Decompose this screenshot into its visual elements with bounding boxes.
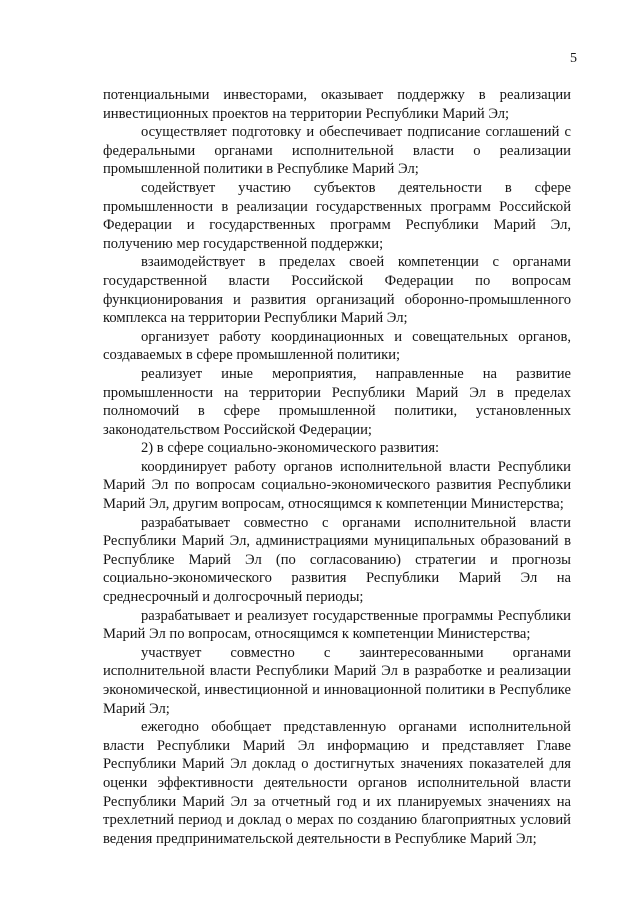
paragraph: разрабатывает и реализует государственные программы Республики Марий Эл по вопросам, относящимся к компетенции Министерства; [103,607,571,643]
paragraph: ежегодно обобщает представленную органами исполнительной власти Республики Марий Эл информацию и представляет Главе Республики Марий Эл доклад о достигнутых значениях показателей для оценки эффективности деятельности органов исполнительной власти Республики Марий Эл за отчетный год и их планируемых значениях на трехлетний период и доклад о мерах по созданию благоприятных условий ведения предпринимательской деятельности в Республике Марий Эл; [103,719,571,847]
paragraph: содействует участию субъектов деятельности в сфере промышленности в реализации государственных программ Российской Федерации и государственных программ Республики Марий Эл, получению мер государственной поддержки; [103,179,571,252]
page-number: 5 [570,51,577,66]
paragraph: взаимодействует в пределах своей компетенции с органами государственной власти Российской Федерации по вопросам функционирования и развития организаций оборонно-промышленного комплекса на территории Республики Марий Эл; [103,254,571,327]
paragraph: координирует работу органов исполнительной власти Республики Марий Эл по вопросам социально-экономического развития Республики Марий Эл, другим вопросам, относящимся к компетенции Министерства; [103,458,571,513]
paragraph: разрабатывает совместно с органами исполнительной власти Республики Марий Эл, администрациями муниципальных образований в Республике Марий Эл (по согласованию) стратегии и прогнозы социально-экономического развития Республики Марий Эл на среднесрочный и долгосрочный периоды; [103,514,571,606]
paragraph: организует работу координационных и совещательных органов, создаваемых в сфере промышленной политики; [103,328,571,364]
paragraph: реализует иные мероприятия, направленные на развитие промышленности на территории Республики Марий Эл в пределах полномочий в сфере промышленной политики, установленных законодательством Российской Федерации; [103,365,571,438]
section-heading: 2) в сфере социально-экономического развития: [141,440,440,457]
document-body [103,86,571,848]
paragraph-continued: потенциальными инвесторами, оказывает поддержку в реализации инвестиционных проектов на территории Республики Марий Эл; [103,87,571,122]
paragraph: участвует совместно с заинтересованными органами исполнительной власти Республики Марий Эл в разработке и реализации экономической, инвестиционной и инновационной политики в Республике Марий Эл; [103,644,571,717]
paragraph: осуществляет подготовку и обеспечивает подписание соглашений с федеральными органами исполнительной власти о реализации промышленной политики в Республике Марий Эл; [103,124,571,178]
